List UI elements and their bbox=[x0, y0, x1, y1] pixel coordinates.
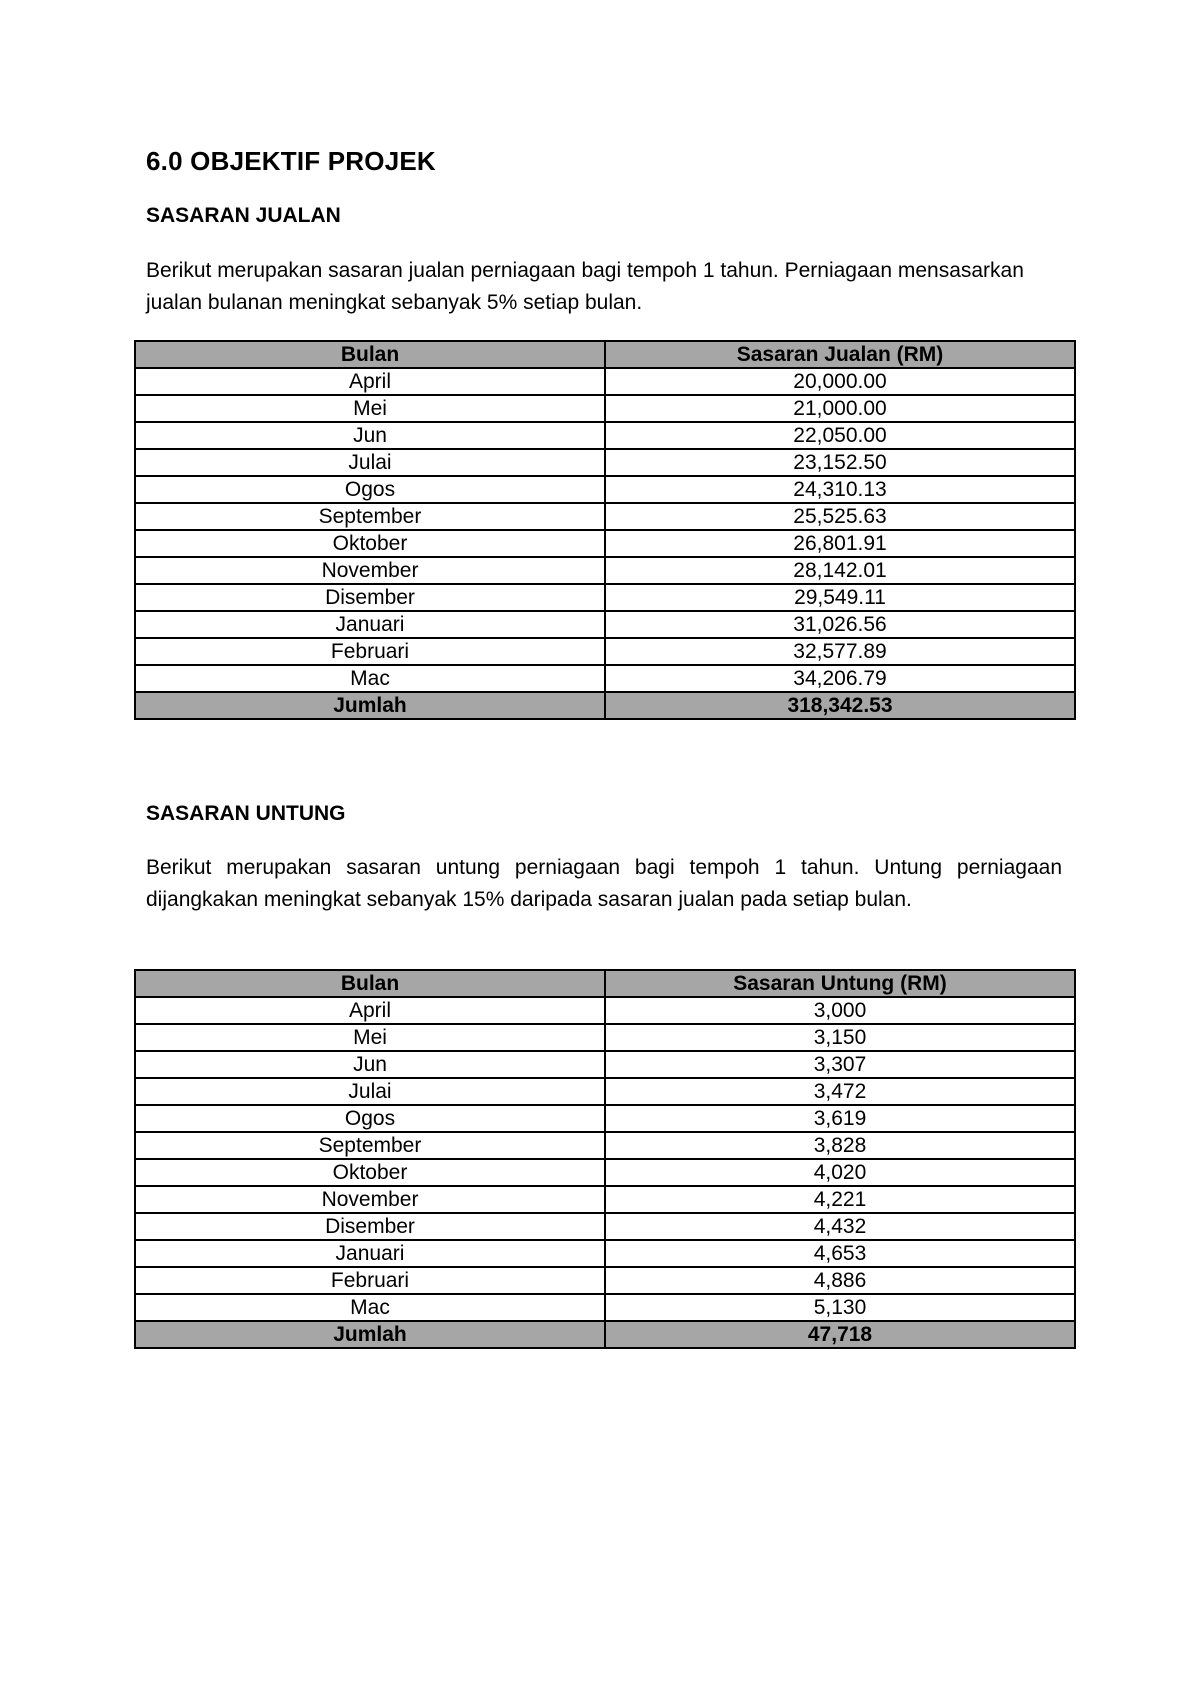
column-header-profit-target: Sasaran Untung (RM) bbox=[605, 970, 1075, 997]
profit-heading: SASARAN UNTUNG bbox=[146, 802, 346, 825]
value-cell: 29,549.11 bbox=[605, 584, 1075, 611]
value-cell: 22,050.00 bbox=[605, 422, 1075, 449]
sales-heading: SASARAN JUALAN bbox=[146, 204, 341, 227]
value-cell: 5,130 bbox=[605, 1294, 1075, 1321]
value-cell: 34,206.79 bbox=[605, 665, 1075, 692]
table-row bbox=[135, 584, 1075, 611]
month-cell: Ogos bbox=[135, 1105, 605, 1132]
month-cell: Julai bbox=[135, 1078, 605, 1105]
value-cell: 3,307 bbox=[605, 1051, 1075, 1078]
column-header-month: Bulan bbox=[135, 341, 605, 368]
month-cell: April bbox=[135, 997, 605, 1024]
month-cell: Mei bbox=[135, 395, 605, 422]
page-title: 6.0 OBJEKTIF PROJEK bbox=[146, 146, 436, 176]
month-cell: Mei bbox=[135, 1024, 605, 1051]
month-cell: November bbox=[135, 1186, 605, 1213]
month-cell: Jun bbox=[135, 1051, 605, 1078]
value-cell: 4,221 bbox=[605, 1186, 1075, 1213]
table-row bbox=[135, 530, 1075, 557]
profit-paragraph: Berikut merupakan sasaran untung perniagaan bagi tempoh 1 tahun. Untung perniagaan dijangkakan meningkat sebanyak 15% daripada sasaran jualan pada setiap bulan. bbox=[146, 856, 1062, 911]
month-cell: November bbox=[135, 557, 605, 584]
table-row bbox=[135, 395, 1075, 422]
month-cell: Januari bbox=[135, 1240, 605, 1267]
value-cell: 4,886 bbox=[605, 1267, 1075, 1294]
column-header-sales-target: Sasaran Jualan (RM) bbox=[605, 341, 1075, 368]
value-cell: 4,653 bbox=[605, 1240, 1075, 1267]
table-row bbox=[135, 997, 1075, 1024]
table-row bbox=[135, 1213, 1075, 1240]
value-cell: 3,828 bbox=[605, 1132, 1075, 1159]
value-cell: 3,150 bbox=[605, 1024, 1075, 1051]
profit-table bbox=[134, 969, 1076, 1349]
total-label: Jumlah bbox=[135, 1321, 605, 1348]
total-row bbox=[135, 692, 1075, 719]
sales-paragraph: Berikut merupakan sasaran jualan perniagaan bagi tempoh 1 tahun. Perniagaan mensasarkan jualan bulanan meningkat sebanyak 5% setiap bulan. bbox=[146, 259, 1024, 314]
value-cell: 24,310.13 bbox=[605, 476, 1075, 503]
table-row bbox=[135, 1294, 1075, 1321]
table-row bbox=[135, 1159, 1075, 1186]
month-cell: Disember bbox=[135, 1213, 605, 1240]
value-cell: 32,577.89 bbox=[605, 638, 1075, 665]
month-cell: September bbox=[135, 503, 605, 530]
table-row bbox=[135, 422, 1075, 449]
table-row bbox=[135, 1240, 1075, 1267]
table-row bbox=[135, 449, 1075, 476]
total-label: Jumlah bbox=[135, 692, 605, 719]
value-cell: 23,152.50 bbox=[605, 449, 1075, 476]
month-cell: Jun bbox=[135, 422, 605, 449]
sales-table bbox=[134, 340, 1076, 720]
month-cell: September bbox=[135, 1132, 605, 1159]
value-cell: 26,801.91 bbox=[605, 530, 1075, 557]
value-cell: 3,472 bbox=[605, 1078, 1075, 1105]
value-cell: 20,000.00 bbox=[605, 368, 1075, 395]
month-cell: Disember bbox=[135, 584, 605, 611]
value-cell: 31,026.56 bbox=[605, 611, 1075, 638]
table-row bbox=[135, 638, 1075, 665]
table-row bbox=[135, 1267, 1075, 1294]
value-cell: 3,619 bbox=[605, 1105, 1075, 1132]
sales-table-header-row bbox=[135, 341, 1075, 368]
value-cell: 25,525.63 bbox=[605, 503, 1075, 530]
table-row bbox=[135, 1078, 1075, 1105]
table-row bbox=[135, 665, 1075, 692]
table-row bbox=[135, 503, 1075, 530]
month-cell: Oktober bbox=[135, 1159, 605, 1186]
total-row bbox=[135, 1321, 1075, 1348]
month-cell: April bbox=[135, 368, 605, 395]
value-cell: 21,000.00 bbox=[605, 395, 1075, 422]
month-cell: Julai bbox=[135, 449, 605, 476]
value-cell: 4,432 bbox=[605, 1213, 1075, 1240]
table-row bbox=[135, 1051, 1075, 1078]
table-row bbox=[135, 476, 1075, 503]
value-cell: 4,020 bbox=[605, 1159, 1075, 1186]
value-cell: 28,142.01 bbox=[605, 557, 1075, 584]
profit-table-header-row bbox=[135, 970, 1075, 997]
month-cell: Oktober bbox=[135, 530, 605, 557]
table-row bbox=[135, 1186, 1075, 1213]
value-cell: 3,000 bbox=[605, 997, 1075, 1024]
total-value: 47,718 bbox=[605, 1321, 1075, 1348]
table-row bbox=[135, 557, 1075, 584]
table-row bbox=[135, 1024, 1075, 1051]
month-cell: Mac bbox=[135, 665, 605, 692]
column-header-month: Bulan bbox=[135, 970, 605, 997]
table-row bbox=[135, 368, 1075, 395]
table-row bbox=[135, 1132, 1075, 1159]
table-row bbox=[135, 1105, 1075, 1132]
total-value: 318,342.53 bbox=[605, 692, 1075, 719]
month-cell: Ogos bbox=[135, 476, 605, 503]
month-cell: Mac bbox=[135, 1294, 605, 1321]
month-cell: Februari bbox=[135, 638, 605, 665]
month-cell: Januari bbox=[135, 611, 605, 638]
table-row bbox=[135, 611, 1075, 638]
month-cell: Februari bbox=[135, 1267, 605, 1294]
